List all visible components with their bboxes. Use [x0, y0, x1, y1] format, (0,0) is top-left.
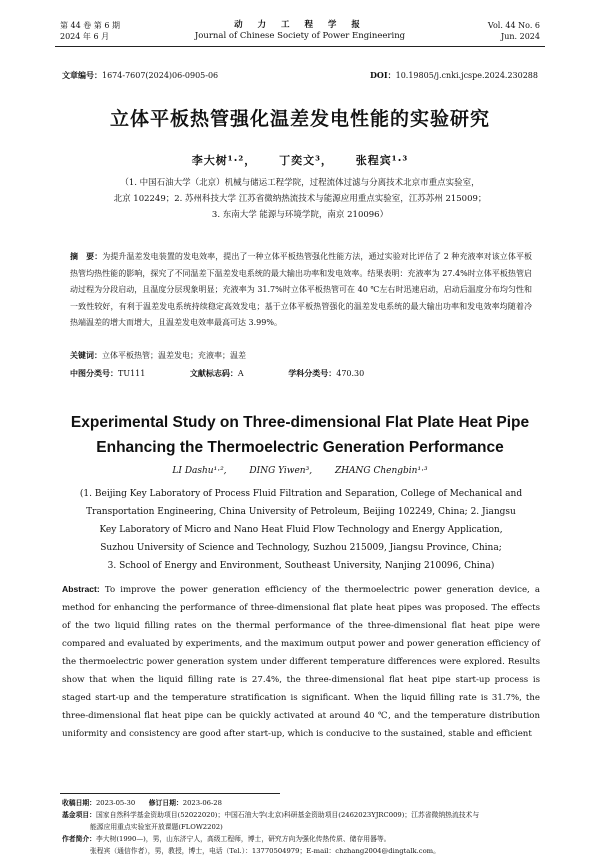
- abstract-cn: [70, 248, 532, 332]
- author-en: LI Dashu¹·²,: [172, 466, 227, 476]
- author-cn: 张程宾¹·³: [355, 154, 409, 167]
- authors-cn: [0, 152, 600, 168]
- doi: DOI：10.19805/j.cnki.jcspe.2024.230288: [369, 70, 538, 80]
- footnote-fund: 基金项目：国家自然科学基金资助项目(52022020)；中国石油大学(北京)科研基金资助项目(2462023YJRC009)；江苏省微纳热流技术与: [62, 811, 480, 819]
- author-en: ZHANG Chengbin¹·³: [334, 466, 428, 476]
- affiliation-en-line: (1. Beijing Key Laboratory of Process Fluid Filtration and Separation, College of Mechanical and: [79, 489, 523, 499]
- footnote-rule: [60, 793, 280, 794]
- subject-code: 学科分类号：470.30: [288, 368, 365, 378]
- affiliation-en-line: Key Laboratory of Micro and Nano Heat Fluid Flow Technology and Energy Application,: [99, 525, 503, 535]
- footnotes: [62, 797, 542, 857]
- affiliation-cn-line: 北京 102249；2. 苏州科技大学 江苏省微纳热流技术与能源应用重点实验室，江苏苏州 215009；: [113, 194, 487, 204]
- footnote-dates: 收稿日期：2023-05-30 修订日期：2023-06-28: [62, 799, 222, 807]
- author-en: DING Yiwen³,: [249, 466, 313, 476]
- article-number: 文章编号：1674-7607(2024)06-0905-06: [62, 70, 219, 80]
- footnote-fund-cont: 能源应用重点实验室开放课题(FLOW2202): [90, 823, 223, 831]
- affiliation-en-line: Suzhou University of Science and Technology, Suzhou 215009, Jiangsu Province, China;: [100, 543, 502, 553]
- title-en: [0, 410, 600, 460]
- affiliation-cn-line: （1. 中国石油大学（北京）机械与储运工程学院，过程流体过滤与分离技术北京市重点实验室，: [120, 178, 480, 188]
- title-cn: 立体平板热管强化温差发电性能的实验研究: [109, 108, 490, 130]
- volume-en: Vol. 44 No. 6: [487, 21, 540, 30]
- title-en-line: Experimental Study on Three-dimensional Flat Plate Heat Pipe: [70, 414, 530, 431]
- volume-cn: 第 44 卷 第 6 期: [60, 21, 120, 30]
- abstract-en-label: Abstract:: [62, 584, 100, 594]
- affiliation-en: [70, 485, 532, 575]
- header-rule: [55, 46, 545, 47]
- header-issue-cn: [60, 20, 120, 42]
- date-cn: 2024 年 6 月: [60, 32, 110, 41]
- abstract-en: [62, 580, 540, 743]
- authors-en: [0, 466, 600, 476]
- affiliation-cn-line: 3. 东南大学 能源与环境学院，南京 210096）: [211, 210, 389, 220]
- abstract-cn-text: 为提升温差发电装置的发电效率，提出了一种立体平板热管强化性能方法，通过实验对比评估了 2 种充液率对该立体平板热管均热性能的影响，探究了不同温差下温差发电系统的最大输出功率和发电效率。结果表明：充液率为 27.4%时立体平板热管启动过程为分段启动，且温度分层现象明显；充液率为 31.7%时立体平板热管可在 40 ℃左右时迅速启动，启动后温度分布均匀性和一致性较好，有利于温差发电系统持续稳定高效发电；基于立体平板热管强化的温差发电系统的最大输出功率和发电效率均随着冷热端温差的增大而增大，且温差发电效率最高可达 3.99%。: [70, 252, 533, 327]
- affiliation-en-line: 3. School of Energy and Environment, Southeast University, Nanjing 210096, China): [107, 561, 495, 571]
- journal-name-en: Journal of Chinese Society of Power Engineering: [194, 31, 406, 41]
- title-en-line: Enhancing the Thermoelectric Generation Performance: [96, 439, 504, 456]
- affiliation-en-line: Transportation Engineering, China University of Petroleum, Beijing 102249, China; 2. Jiangsu: [86, 507, 516, 517]
- date-en: Jun. 2024: [501, 32, 540, 41]
- abstract-cn-label: 摘 要：: [70, 251, 103, 261]
- keywords-cn: 关键词：立体平板热管；温差发电；充液率；温差: [70, 350, 246, 360]
- author-cn: 丁奕文³，: [279, 154, 333, 167]
- clc-number: 中图分类号：TU111: [70, 368, 146, 378]
- author-cn: 李大树¹·²，: [191, 154, 257, 167]
- running-header: [0, 20, 600, 48]
- document-code: 文献标志码：A: [189, 368, 244, 378]
- header-issue-en: [488, 20, 540, 42]
- footnote-author: 作者简介：李大树(1990—)，男，山东济宁人，高级工程师，博士，研究方向为强化传热传质、储存用器等。: [62, 835, 391, 843]
- classification-row: [70, 368, 532, 379]
- footnote-corresponding: 张程宾（通信作者），男，教授，博士，电话（Tel.）：13770504979；E-mail：chzhang2004@dingtalk.com。: [90, 847, 440, 855]
- abstract-en-text: To improve the power generation efficiency of the thermoelectric power generation device, a method for enhancing the performance of three-dimensional flat plate heat pipes was proposed. The effects of the two liquid filling rates on the thermal performance of the three-dimensional flat heat pipe were compared and evaluated by experiments, and the maximum output power and power generation efficiency of the thermoelectric power generation system under different temperature differences were explored. Results show that when the liquid filling rate is 27.4%, the three-dimensional flat heat pipe start-up process is staged start-up and the temperature stratification is significant. When the liquid filling rate is 31.7%, the three-dimensional flat heat pipe can be quickly activated at around 40 ℃, and the temperature distribution uniformity and consistency are good after start-up, which is conducive to the sustained, stable and efficient: [62, 585, 541, 739]
- journal-name-cn: 动 力 工 程 学 报: [234, 20, 366, 30]
- journal-name: [170, 20, 430, 42]
